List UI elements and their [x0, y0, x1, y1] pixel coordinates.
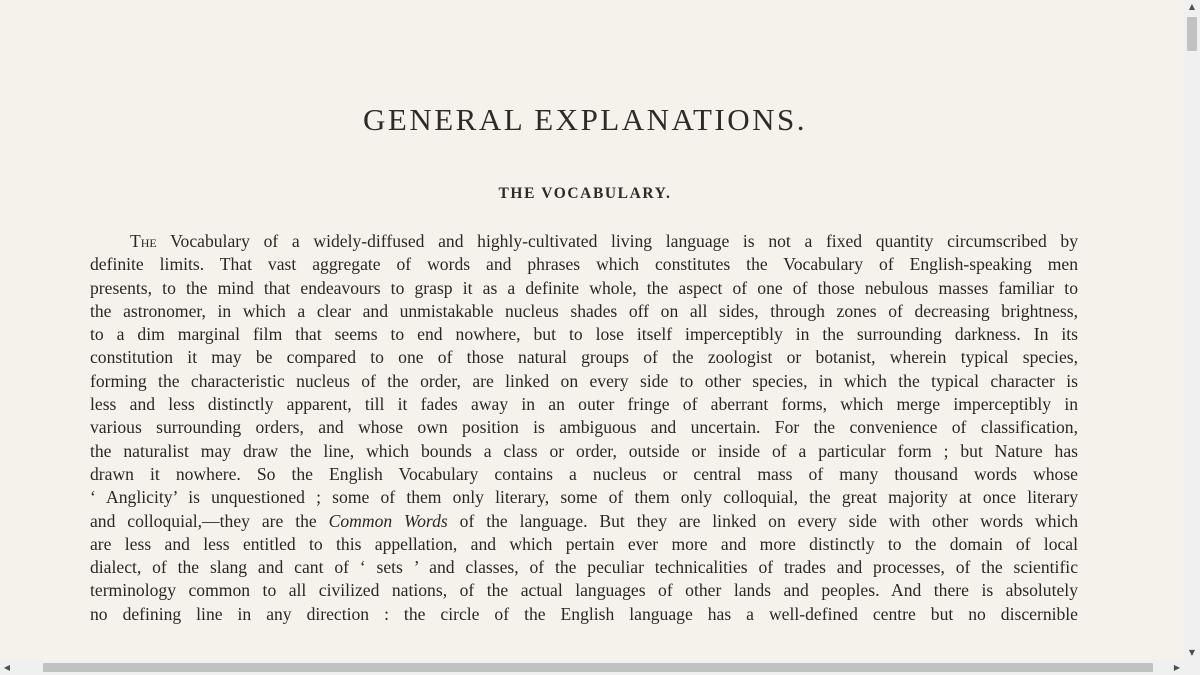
- text-line: and colloquial,—they are the Common Words of the language. But they are linked on every side with other words which: [90, 510, 1078, 531]
- text-line: the astronomer, in which a clear and unmistakable nucleus shades off on all sides, through zones of decreasing brightness,: [90, 300, 1078, 321]
- horizontal-scroll-thumb[interactable]: [43, 663, 1153, 672]
- text-line: no defining line in any direction : the circle of the English language has a well-defined centre but no discernible: [90, 603, 1078, 624]
- text-line: drawn it nowhere. So the English Vocabulary contains a nucleus or central mass of many thousand words whose: [90, 463, 1078, 484]
- text-line: The Vocabulary of a widely-diffused and highly-cultivated living language is not a fixed quantity circumscribed by: [130, 231, 1078, 251]
- scroll-down-icon[interactable]: ▼: [1188, 648, 1196, 657]
- text-line: definite limits. That vast aggregate of words and phrases which constitutes the Vocabulary of English-speaking men: [90, 254, 1078, 275]
- text-line: forming the characteristic nucleus of the order, are linked on every side to other species, in which the typical character is: [90, 370, 1078, 391]
- text-line: the naturalist may draw the line, which bounds a class or order, outside or inside of a particular form ; but Nature has: [90, 440, 1078, 461]
- text-line: less and less distinctly apparent, till it fades away in an outer fringe of aberrant forms, which merge imperceptibly in: [90, 394, 1078, 415]
- body-paragraph: [90, 230, 1078, 626]
- section-heading: THE VOCABULARY.: [498, 185, 672, 202]
- text-line: dialect, of the slang and cant of ‘ sets ’ and classes, of the peculiar technicalities of trades and processes, of the scientific: [90, 557, 1078, 578]
- scroll-left-icon[interactable]: ◀: [3, 663, 11, 672]
- page-title: GENERAL EXPLANATIONS.: [363, 102, 807, 137]
- scroll-right-icon[interactable]: ▶: [1173, 663, 1181, 672]
- drop-word: The: [130, 231, 157, 251]
- text-line: are less and less entitled to this appellation, and which pertain ever more and more distinctly to the domain of local: [90, 533, 1078, 554]
- vertical-scroll-thumb[interactable]: [1187, 17, 1197, 51]
- text-line: ‘ Anglicity’ is unquestioned ; some of them only literary, some of them only colloquial, the great majority at once literary: [90, 487, 1078, 508]
- text-line: various surrounding orders, and whose own position is ambiguous and uncertain. For the convenience of classification,: [90, 417, 1078, 438]
- text-line: constitution it may be compared to one of those natural groups of the zoologist or botanist, wherein typical species,: [90, 347, 1078, 368]
- text-line: presents, to the mind that endeavours to grasp it as a definite whole, the aspect of one of those nebulous masses familiar to: [90, 277, 1078, 298]
- text-line: terminology common to all civilized nations, of the actual languages of other lands and peoples. And there is absolutely: [90, 580, 1078, 601]
- emphasis-common-words: Common Words: [328, 510, 448, 531]
- vertical-scrollbar[interactable]: [1184, 0, 1200, 660]
- text-line: to a dim marginal film that seems to end nowhere, but to lose itself imperceptibly in the surrounding darkness. In its: [90, 324, 1078, 345]
- horizontal-scrollbar[interactable]: [0, 660, 1200, 675]
- scroll-up-icon[interactable]: ▲: [1188, 2, 1196, 11]
